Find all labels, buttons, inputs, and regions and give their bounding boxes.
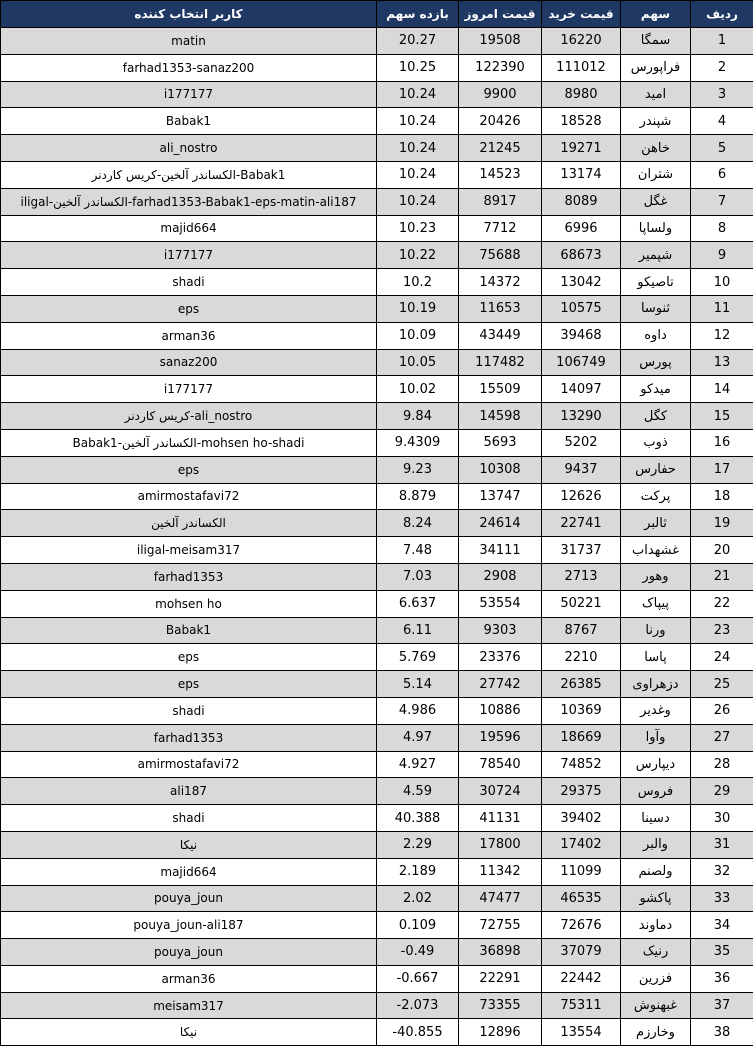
cell-row-number: 25	[691, 671, 753, 698]
cell-users: arman36	[1, 965, 377, 992]
cell-buy-price: 39468	[542, 322, 621, 349]
cell-today-price: 19596	[459, 724, 542, 751]
cell-users: i177177	[1, 81, 377, 108]
cell-return: 20.27	[377, 28, 459, 55]
table-row	[1, 456, 753, 483]
cell-buy-price: 16220	[542, 28, 621, 55]
cell-today-price: 19508	[459, 28, 542, 55]
cell-users: shadi	[1, 269, 377, 296]
cell-row-number: 24	[691, 644, 753, 671]
table-row	[1, 81, 753, 108]
cell-users: pouya_joun-ali187	[1, 912, 377, 939]
cell-today-price: 9900	[459, 81, 542, 108]
cell-row-number: 30	[691, 805, 753, 832]
cell-today-price: 14523	[459, 161, 542, 188]
cell-stock: داوه	[621, 322, 691, 349]
cell-stock: سمگا	[621, 28, 691, 55]
table-row	[1, 188, 753, 215]
cell-users: farhad1353	[1, 563, 377, 590]
cell-today-price: 8917	[459, 188, 542, 215]
header-row	[1, 1, 753, 28]
cell-row-number: 12	[691, 322, 753, 349]
table-row	[1, 537, 753, 564]
cell-return: 10.05	[377, 349, 459, 376]
cell-buy-price: 8089	[542, 188, 621, 215]
cell-users: shadi	[1, 697, 377, 724]
cell-stock: ثنوسا	[621, 295, 691, 322]
cell-users: farhad1353-sanaz200	[1, 54, 377, 81]
table-row	[1, 617, 753, 644]
cell-return: 5.14	[377, 671, 459, 698]
table-row	[1, 135, 753, 162]
cell-users: farhad1353	[1, 724, 377, 751]
cell-row-number: 9	[691, 242, 753, 269]
cell-stock: کگل	[621, 403, 691, 430]
cell-return: 6.637	[377, 590, 459, 617]
cell-return: 10.23	[377, 215, 459, 242]
cell-row-number: 19	[691, 510, 753, 537]
table-row	[1, 108, 753, 135]
cell-stock: وآوا	[621, 724, 691, 751]
cell-buy-price: 12626	[542, 483, 621, 510]
cell-buy-price: 39402	[542, 805, 621, 832]
cell-stock: پاسا	[621, 644, 691, 671]
cell-return: 7.03	[377, 563, 459, 590]
cell-return: 4.97	[377, 724, 459, 751]
cell-buy-price: 22741	[542, 510, 621, 537]
cell-stock: پیپاک	[621, 590, 691, 617]
cell-buy-price: 26385	[542, 671, 621, 698]
table-row	[1, 939, 753, 966]
cell-users: نیکا	[1, 831, 377, 858]
table-row	[1, 912, 753, 939]
cell-row-number: 37	[691, 992, 753, 1019]
cell-return: 10.24	[377, 108, 459, 135]
table-row	[1, 349, 753, 376]
cell-row-number: 10	[691, 269, 753, 296]
cell-buy-price: 8980	[542, 81, 621, 108]
cell-return: 10.25	[377, 54, 459, 81]
cell-return: -40.855	[377, 1019, 459, 1046]
cell-stock: غگل	[621, 188, 691, 215]
cell-row-number: 32	[691, 858, 753, 885]
table-row	[1, 376, 753, 403]
cell-users: pouya_joun	[1, 939, 377, 966]
cell-buy-price: 18669	[542, 724, 621, 751]
cell-users: majid664	[1, 215, 377, 242]
cell-users: الکساندر آلخین-کریس کاردنر-Babak1	[1, 161, 377, 188]
cell-buy-price: 6996	[542, 215, 621, 242]
cell-today-price: 122390	[459, 54, 542, 81]
cell-return: -0.667	[377, 965, 459, 992]
cell-return: 10.24	[377, 135, 459, 162]
cell-stock: فزرین	[621, 965, 691, 992]
cell-users: pouya_joun	[1, 885, 377, 912]
cell-buy-price: 8767	[542, 617, 621, 644]
table-row	[1, 751, 753, 778]
cell-row-number: 36	[691, 965, 753, 992]
cell-return: 8.879	[377, 483, 459, 510]
cell-users: iligal-meisam317	[1, 537, 377, 564]
cell-row-number: 18	[691, 483, 753, 510]
cell-return: 10.24	[377, 188, 459, 215]
cell-return: 10.24	[377, 81, 459, 108]
cell-buy-price: 2713	[542, 563, 621, 590]
cell-today-price: 12896	[459, 1019, 542, 1046]
cell-stock: ثالبر	[621, 510, 691, 537]
cell-return: 2.29	[377, 831, 459, 858]
cell-stock: شتران	[621, 161, 691, 188]
cell-today-price: 17800	[459, 831, 542, 858]
table-row	[1, 563, 753, 590]
cell-stock: امید	[621, 81, 691, 108]
cell-return: 5.769	[377, 644, 459, 671]
cell-users: الکساندر آلخین	[1, 510, 377, 537]
cell-stock: ذوب	[621, 429, 691, 456]
table-row	[1, 965, 753, 992]
table-row	[1, 322, 753, 349]
cell-users: majid664	[1, 858, 377, 885]
table-row	[1, 778, 753, 805]
cell-row-number: 26	[691, 697, 753, 724]
cell-users: Babak1-الکساندر آلخین-mohsen ho-shadi	[1, 429, 377, 456]
cell-return: 10.19	[377, 295, 459, 322]
table-row	[1, 429, 753, 456]
header-return: بازده سهم	[377, 1, 459, 28]
cell-today-price: 11342	[459, 858, 542, 885]
cell-today-price: 13747	[459, 483, 542, 510]
cell-users: ali_nostro	[1, 135, 377, 162]
cell-stock: دیپارس	[621, 751, 691, 778]
table-row	[1, 1019, 753, 1046]
cell-row-number: 27	[691, 724, 753, 751]
cell-buy-price: 10369	[542, 697, 621, 724]
table-row	[1, 483, 753, 510]
cell-today-price: 72755	[459, 912, 542, 939]
table-row	[1, 242, 753, 269]
cell-stock: غبهنوش	[621, 992, 691, 1019]
table-row	[1, 215, 753, 242]
cell-row-number: 7	[691, 188, 753, 215]
cell-users: arman36	[1, 322, 377, 349]
cell-stock: ولساپا	[621, 215, 691, 242]
cell-stock: فراپورس	[621, 54, 691, 81]
cell-row-number: 14	[691, 376, 753, 403]
cell-return: 4.927	[377, 751, 459, 778]
cell-today-price: 24614	[459, 510, 542, 537]
cell-users: shadi	[1, 805, 377, 832]
cell-today-price: 10886	[459, 697, 542, 724]
cell-row-number: 34	[691, 912, 753, 939]
cell-today-price: 36898	[459, 939, 542, 966]
cell-return: 6.11	[377, 617, 459, 644]
cell-stock: پرکت	[621, 483, 691, 510]
cell-row-number: 6	[691, 161, 753, 188]
cell-stock: تاصیکو	[621, 269, 691, 296]
cell-buy-price: 50221	[542, 590, 621, 617]
cell-stock: دزهراوی	[621, 671, 691, 698]
cell-row-number: 28	[691, 751, 753, 778]
cell-stock: وغدیر	[621, 697, 691, 724]
table-row	[1, 885, 753, 912]
cell-today-price: 11653	[459, 295, 542, 322]
cell-users: sanaz200	[1, 349, 377, 376]
cell-return: 9.4309	[377, 429, 459, 456]
cell-buy-price: 75311	[542, 992, 621, 1019]
table-row	[1, 510, 753, 537]
cell-stock: فروس	[621, 778, 691, 805]
cell-row-number: 11	[691, 295, 753, 322]
table-row	[1, 403, 753, 430]
cell-today-price: 75688	[459, 242, 542, 269]
cell-stock: وهور	[621, 563, 691, 590]
cell-users: Babak1	[1, 617, 377, 644]
cell-stock: وخارزم	[621, 1019, 691, 1046]
cell-row-number: 5	[691, 135, 753, 162]
cell-stock: دسینا	[621, 805, 691, 832]
cell-stock: ورنا	[621, 617, 691, 644]
cell-buy-price: 46535	[542, 885, 621, 912]
cell-today-price: 14372	[459, 269, 542, 296]
cell-buy-price: 13042	[542, 269, 621, 296]
cell-row-number: 38	[691, 1019, 753, 1046]
cell-today-price: 53554	[459, 590, 542, 617]
cell-today-price: 7712	[459, 215, 542, 242]
cell-buy-price: 68673	[542, 242, 621, 269]
cell-return: 10.2	[377, 269, 459, 296]
header-users: کاربر انتخاب کننده	[1, 1, 377, 28]
cell-stock: خاهن	[621, 135, 691, 162]
cell-users: eps	[1, 671, 377, 698]
cell-buy-price: 13554	[542, 1019, 621, 1046]
cell-today-price: 14598	[459, 403, 542, 430]
cell-users: کریس کاردنر-ali_nostro	[1, 403, 377, 430]
cell-users: ali187	[1, 778, 377, 805]
cell-return: 10.24	[377, 161, 459, 188]
cell-buy-price: 14097	[542, 376, 621, 403]
cell-today-price: 10308	[459, 456, 542, 483]
cell-users: Babak1	[1, 108, 377, 135]
cell-row-number: 4	[691, 108, 753, 135]
cell-buy-price: 111012	[542, 54, 621, 81]
cell-return: 10.09	[377, 322, 459, 349]
cell-buy-price: 74852	[542, 751, 621, 778]
cell-stock: دماوند	[621, 912, 691, 939]
cell-return: 8.24	[377, 510, 459, 537]
cell-stock: شپمیر	[621, 242, 691, 269]
cell-buy-price: 17402	[542, 831, 621, 858]
cell-buy-price: 31737	[542, 537, 621, 564]
cell-today-price: 15509	[459, 376, 542, 403]
cell-today-price: 5693	[459, 429, 542, 456]
cell-today-price: 73355	[459, 992, 542, 1019]
cell-today-price: 117482	[459, 349, 542, 376]
table-row	[1, 831, 753, 858]
cell-buy-price: 22442	[542, 965, 621, 992]
table-row	[1, 54, 753, 81]
table-row	[1, 858, 753, 885]
cell-buy-price: 2210	[542, 644, 621, 671]
cell-users: eps	[1, 295, 377, 322]
cell-today-price: 78540	[459, 751, 542, 778]
cell-row-number: 23	[691, 617, 753, 644]
cell-today-price: 9303	[459, 617, 542, 644]
cell-row-number: 2	[691, 54, 753, 81]
cell-row-number: 15	[691, 403, 753, 430]
cell-row-number: 8	[691, 215, 753, 242]
cell-users: eps	[1, 456, 377, 483]
cell-return: 10.02	[377, 376, 459, 403]
cell-today-price: 27742	[459, 671, 542, 698]
table-row	[1, 724, 753, 751]
cell-return: 40.388	[377, 805, 459, 832]
cell-return: 10.22	[377, 242, 459, 269]
cell-return: 2.02	[377, 885, 459, 912]
table-row	[1, 269, 753, 296]
cell-row-number: 3	[691, 81, 753, 108]
cell-buy-price: 37079	[542, 939, 621, 966]
table-row	[1, 590, 753, 617]
header-stock: سهم	[621, 1, 691, 28]
cell-buy-price: 5202	[542, 429, 621, 456]
cell-today-price: 47477	[459, 885, 542, 912]
cell-users: نیکا	[1, 1019, 377, 1046]
header-today-price: قیمت امروز	[459, 1, 542, 28]
cell-row-number: 21	[691, 563, 753, 590]
cell-buy-price: 29375	[542, 778, 621, 805]
cell-return: 4.986	[377, 697, 459, 724]
cell-users: i177177	[1, 376, 377, 403]
cell-today-price: 20426	[459, 108, 542, 135]
cell-stock: شپندر	[621, 108, 691, 135]
cell-stock: حفارس	[621, 456, 691, 483]
cell-return: 4.59	[377, 778, 459, 805]
cell-row-number: 33	[691, 885, 753, 912]
cell-stock: غشهداب	[621, 537, 691, 564]
table-row	[1, 805, 753, 832]
cell-today-price: 23376	[459, 644, 542, 671]
cell-users: eps	[1, 644, 377, 671]
header-buy-price: قیمت خرید	[542, 1, 621, 28]
cell-today-price: 22291	[459, 965, 542, 992]
cell-row-number: 35	[691, 939, 753, 966]
table-row	[1, 161, 753, 188]
cell-today-price: 41131	[459, 805, 542, 832]
cell-return: 9.84	[377, 403, 459, 430]
cell-buy-price: 11099	[542, 858, 621, 885]
cell-return: -0.49	[377, 939, 459, 966]
cell-buy-price: 106749	[542, 349, 621, 376]
cell-users: iligal-الکساندر آلخین-farhad1353-Babak1-eps-matin-ali187	[1, 188, 377, 215]
cell-users: meisam317	[1, 992, 377, 1019]
cell-today-price: 2908	[459, 563, 542, 590]
cell-return: 0.109	[377, 912, 459, 939]
cell-buy-price: 72676	[542, 912, 621, 939]
table-row	[1, 671, 753, 698]
cell-row-number: 22	[691, 590, 753, 617]
table-row	[1, 697, 753, 724]
cell-stock: ولصنم	[621, 858, 691, 885]
cell-row-number: 31	[691, 831, 753, 858]
cell-return: 2.189	[377, 858, 459, 885]
cell-row-number: 29	[691, 778, 753, 805]
cell-buy-price: 10575	[542, 295, 621, 322]
cell-users: i177177	[1, 242, 377, 269]
table-row	[1, 992, 753, 1019]
cell-stock: والبر	[621, 831, 691, 858]
table-row	[1, 644, 753, 671]
cell-today-price: 43449	[459, 322, 542, 349]
cell-users: mohsen ho	[1, 590, 377, 617]
cell-users: matin	[1, 28, 377, 55]
header-row-number: ردیف	[691, 1, 753, 28]
cell-users: amirmostafavi72	[1, 483, 377, 510]
cell-stock: پاکشو	[621, 885, 691, 912]
cell-return: 9.23	[377, 456, 459, 483]
cell-today-price: 21245	[459, 135, 542, 162]
cell-buy-price: 19271	[542, 135, 621, 162]
cell-stock: میدکو	[621, 376, 691, 403]
table-row	[1, 28, 753, 55]
cell-today-price: 34111	[459, 537, 542, 564]
cell-stock: رنیک	[621, 939, 691, 966]
cell-row-number: 20	[691, 537, 753, 564]
cell-buy-price: 18528	[542, 108, 621, 135]
cell-row-number: 16	[691, 429, 753, 456]
cell-return: 7.48	[377, 537, 459, 564]
cell-stock: پورس	[621, 349, 691, 376]
cell-row-number: 13	[691, 349, 753, 376]
cell-buy-price: 9437	[542, 456, 621, 483]
cell-return: -2.073	[377, 992, 459, 1019]
table-row	[1, 295, 753, 322]
cell-users: amirmostafavi72	[1, 751, 377, 778]
cell-buy-price: 13290	[542, 403, 621, 430]
cell-buy-price: 13174	[542, 161, 621, 188]
cell-today-price: 30724	[459, 778, 542, 805]
table-body	[1, 28, 753, 1046]
cell-row-number: 1	[691, 28, 753, 55]
cell-row-number: 17	[691, 456, 753, 483]
